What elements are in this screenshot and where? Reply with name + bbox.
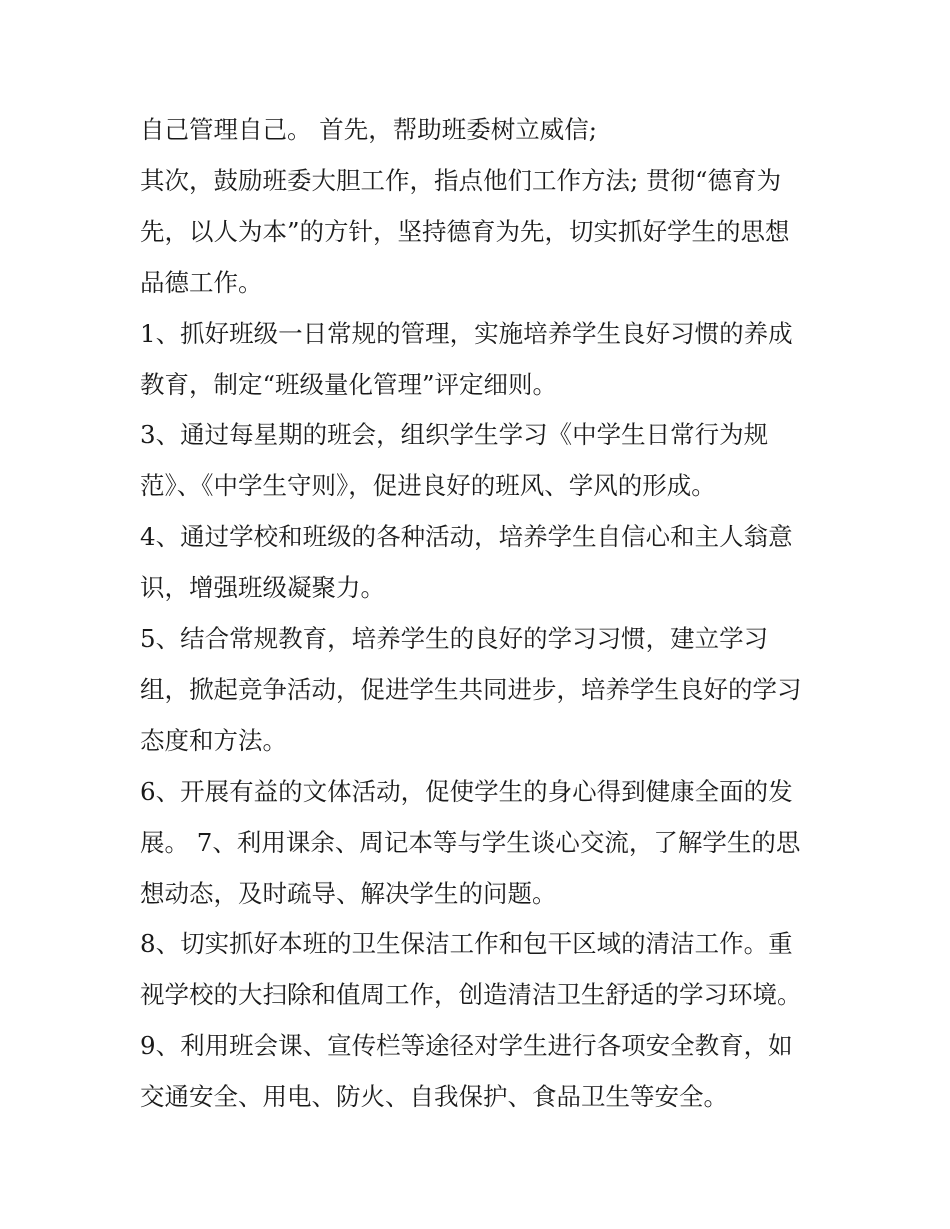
- text-line: 识，增强班级凝聚力。: [140, 573, 385, 603]
- text-line: 组，掀起竞争活动，促进学生共同进步，培养学生良好的学习: [140, 674, 802, 704]
- text-line: 先，以人为本”的方针，坚持德育为先，切实抓好学生的思想: [140, 216, 790, 246]
- text-line: 展。 7、利用课余、周记本等与学生谈心交流，了解学生的思: [140, 827, 801, 857]
- text-line: 6、开展有益的文体活动，促使学生的身心得到健康全面的发: [140, 776, 793, 806]
- text-line: 态度和方法。: [140, 725, 287, 755]
- text-line: 自己管理自己。 首先，帮助班委树立威信;: [140, 115, 598, 144]
- text-line: 想动态，及时疏导、解决学生的问题。: [140, 878, 557, 908]
- text-line: 视学校的大扫除和值周工作，创造清洁卫生舒适的学习环境。: [140, 980, 802, 1010]
- text-line: 8、切实抓好本班的卫生保洁工作和包干区域的清洁工作。重: [140, 929, 793, 959]
- text-line: 教育，制定“班级量化管理”评定细则。: [140, 369, 558, 399]
- text-line: 5、结合常规教育，培养学生的良好的学习习惯，建立学习: [140, 624, 769, 653]
- text-line: 品德工作。: [140, 267, 263, 297]
- text-line: 其次，鼓励班委大胆工作，指点他们工作方法; 贯彻“德育为: [140, 165, 782, 195]
- text-line: 交通安全、用电、防火、自我保护、食品卫生等安全。: [140, 1082, 728, 1112]
- text-line: 1、抓好班级一日常规的管理，实施培养学生良好习惯的养成: [140, 318, 793, 348]
- text-line: 4、通过学校和班级的各种活动，培养学生自信心和主人翁意: [140, 522, 793, 552]
- text-line: 9、利用班会课、宣传栏等途径对学生进行各项安全教育，如: [140, 1031, 793, 1061]
- text-line: 范》、《中学生守则》，促进良好的班风、学风的形成。: [140, 471, 716, 501]
- text-line: 3、通过每星期的班会，组织学生学习《中学生日常行为规: [140, 420, 769, 450]
